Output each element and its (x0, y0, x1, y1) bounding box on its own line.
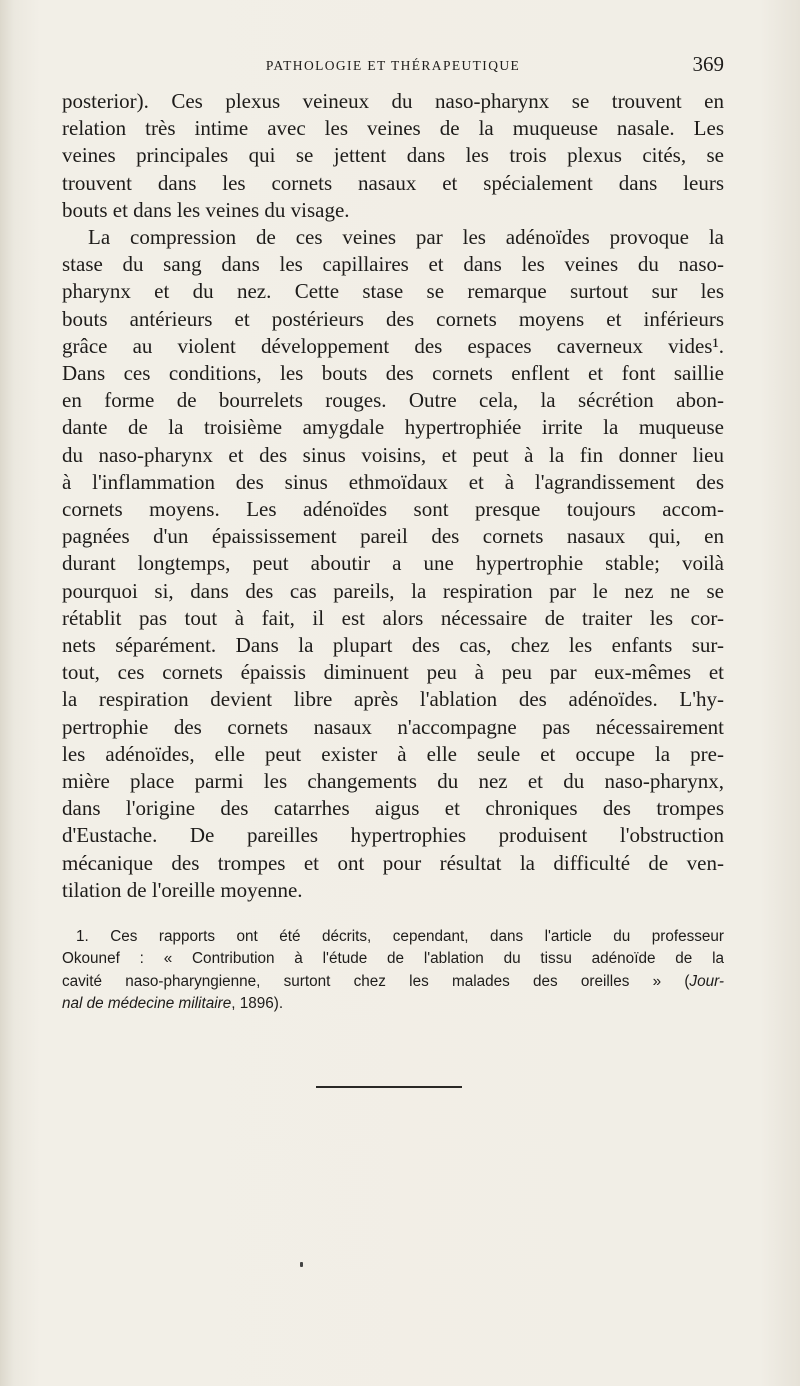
text-line: posterior). Ces plexus veineux du naso-pharynx se trouvent en (62, 89, 724, 113)
text-line: pourquoi si, dans des cas pareils, la respiration par le nez ne se (62, 578, 724, 603)
text-line: pharynx et du nez. Cette stase se remarque surtout sur les (62, 279, 724, 304)
text-line: nets séparément. Dans la plupart des cas, chez les enfants sur- (62, 633, 724, 658)
footnote-line (62, 993, 724, 1015)
text-line: du naso-pharynx et des sinus voisins, et peut à la fin donner lieu (62, 442, 724, 467)
text-line: dans l'origine des catarrhes aigus et chroniques des trompes (62, 796, 724, 821)
footnote-line: Okounef : « Contribution à l'étude de l'ablation du tissu adénoïde de la (62, 950, 724, 968)
text-line: en forme de bourrelets rouges. Outre cela, la sécrétion abon- (62, 388, 724, 413)
text-line: relation très intime avec les veines de la muqueuse nasale. Les (62, 116, 724, 141)
text-line: trouvent dans les cornets nasaux et spécialement dans leurs (62, 170, 724, 195)
text-line: durant longtemps, peut aboutir a une hypertrophie stable; voilà (62, 551, 724, 576)
body-text (62, 88, 724, 904)
text-line: veines principales qui se jettent dans les trois plexus cités, se (62, 143, 724, 168)
text-line: d'Eustache. De pareilles hypertrophies produisent l'obstruction (62, 823, 724, 848)
footnote-text: cavité naso-pharyngienne, surtont chez les malades des oreilles » ( (62, 972, 690, 990)
text-line: stase du sang dans les capillaires et dans les veines du naso- (62, 252, 724, 277)
footnote-line (62, 971, 724, 993)
text-line: pertrophie des cornets nasaux n'accompagne pas nécessairement (62, 714, 724, 739)
text-line: mécanique des trompes et ont pour résultat la difficulté de ven- (62, 850, 724, 875)
text-line: bouts antérieurs et postérieurs des cornets moyens et inférieurs (62, 306, 724, 331)
text-line: la respiration devient libre après l'ablation des adénoïdes. L'hy- (62, 687, 724, 712)
footnote-line: 1. Ces rapports ont été décrits, cependant, dans l'article du professeur (76, 928, 724, 945)
footnote (62, 926, 724, 1016)
running-head (62, 52, 724, 82)
page-number: 369 (692, 52, 724, 76)
text-line: tout, ces cornets épaissis diminuent peu à peu par eux-mêmes et (62, 660, 724, 685)
journal-title: Jour- (689, 972, 724, 990)
text-line: à l'inflammation des sinus ethmoïdaux et à l'agrandissement des (62, 469, 724, 494)
text-line: Dans ces conditions, les bouts des cornets enflent et font saillie (62, 361, 724, 386)
text-line: dante de la troisième amygdale hypertrophiée irrite la muqueuse (62, 415, 724, 440)
text-line: La compression de ces veines par les adénoïdes provoque la (88, 225, 724, 250)
text-line: bouts et dans les veines du visage. (62, 197, 350, 222)
print-speck (300, 1262, 303, 1267)
text-line: cornets moyens. Les adénoïdes sont presque toujours accom- (62, 497, 724, 522)
text-line: mière place parmi les changements du nez et du naso-pharynx, (62, 769, 724, 794)
text-line: les adénoïdes, elle peut exister à elle seule et occupe la pre- (62, 741, 724, 766)
text-line: pagnées d'un épaississement pareil des cornets nasaux qui, en (62, 524, 724, 549)
text-line: rétablit pas tout à fait, il est alors nécessaire de traiter les cor- (62, 605, 724, 630)
running-title: PATHOLOGIE ET THÉRAPEUTIQUE (265, 58, 521, 73)
journal-title: nal de médecine militaire (62, 995, 232, 1013)
text-line: tilation de l'oreille moyenne. (62, 877, 303, 902)
footnote-text: , 1896). (231, 995, 284, 1013)
text-line: grâce au violent développement des espaces caverneux vides¹. (62, 333, 724, 358)
end-rule (316, 1086, 462, 1088)
